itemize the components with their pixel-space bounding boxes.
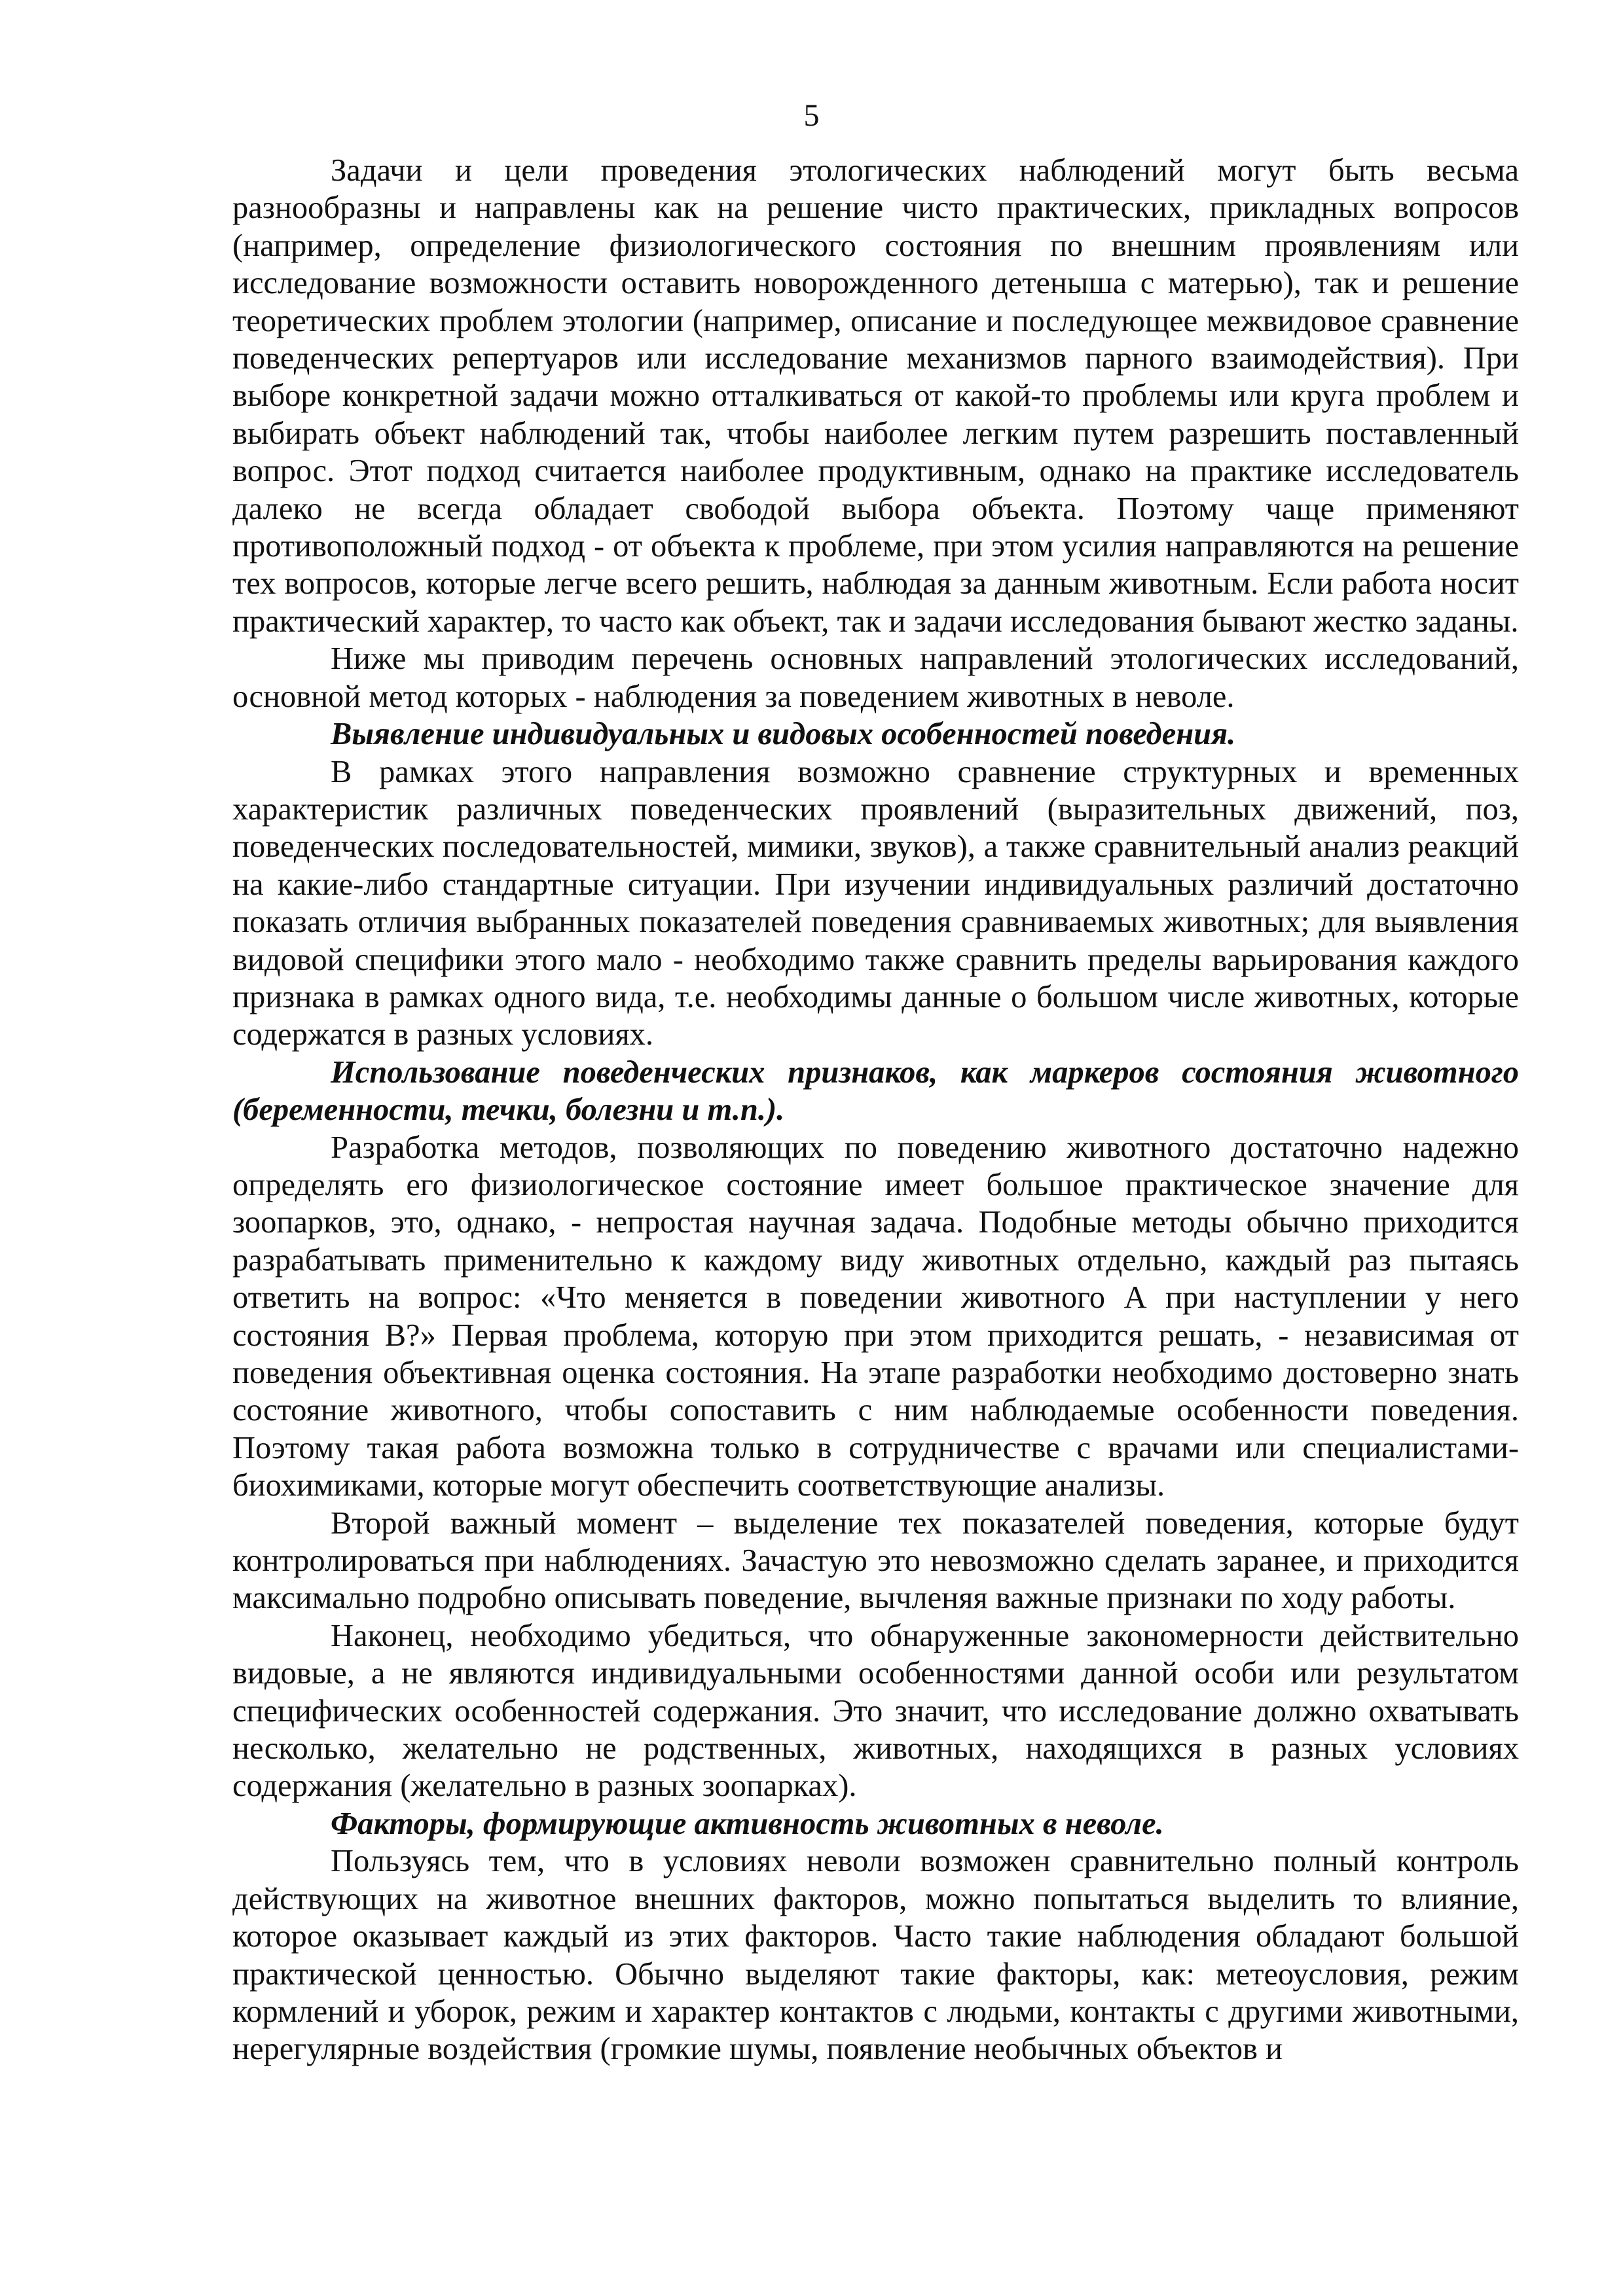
section-heading-individual-species-features: Выявление индивидуальных и видовых особенностей поведения. (331, 717, 1236, 752)
paragraph-tasks-and-goals: Задачи и цели проведения этологических наблюдений могут быть весьма разнообразны и направлены как на решение чисто практических, прикладных вопросов (например, определение физиологического состояния по внешним проявлениям или исследование возможности оставить новорожденного детеныша с матерью), так и решение теоретических проблем этологии (например, описание и последующее межвидовое сравнение поведенческих репертуаров или исследование механизмов парного взаимодействия). При выборе конкретной задачи можно отталкиваться от какой-то проблемы или круга проблем и выбирать объект наблюдений так, чтобы наиболее легким путем разрешить поставленный вопрос. Этот подход считается наиболее продуктивным, однако на практике исследователь далеко не всегда обладает свободой выбора объекта. Поэтому чаще применяют противоположный подход - от объекта к проблеме, при этом усилия направляются на решение тех вопросов, которые легче всего решить, наблюдая за данным животным. Если работа носит практический характер, то часто как объект, так и задачи исследования бывают жестко заданы. (232, 153, 1519, 639)
body-text (232, 152, 1519, 2068)
section-heading-behavior-markers: Использование поведенческих признаков, как маркеров состояния животного (беременности, течки, болезни и т.п.). (232, 1054, 1519, 1128)
paragraph-second-point: Второй важный момент – выделение тех показателей поведения, которые будут контролироваться при наблюдениях. Зачастую это невозможно сделать заранее, и приходится максимально подробно описывать поведение, вычленяя важные признаки по ходу работы. (232, 1505, 1519, 1616)
paragraph-individual-species-features: В рамках этого направления возможно сравнение структурных и временных характеристик различных поведенческих проявлений (выразительных движений, поз, поведенческих последовательностей, мимики, звуков), а также сравнительный анализ реакций на какие-либо стандартные ситуации. При изучении индивидуальных различий достаточно показать отличия выбранных показателей поведения сравниваемых животных; для выявления видовой специфики этого мало - необходимо также сравнить пределы варьирования каждого признака в рамках одного вида, т.е. необходимы данные о большом числе животных, которые содержатся в разных условиях. (232, 754, 1519, 1052)
paragraph-methods-development: Разработка методов, позволяющих по поведению животного достаточно надежно определять его физиологическое состояние имеет большое практическое значение для зоопарков, это, однако, - непростая научная задача. Подобные методы обычно приходится разрабатывать применительно к каждому виду животных отдельно, каждый раз пытаясь ответить на вопрос: «Что меняется в поведении животного А при наступлении у него состояния В?» Первая проблема, которую при этом приходится решать, - независимая от поведения объективная оценка состояния. На этапе разработки необходимо достоверно знать состояние животного, чтобы сопоставить с ним наблюдаемые особенности поведения. Поэтому такая работа возможна только в сотрудничестве с врачами или специалистами-биохимиками, которые могут обеспечить соответствующие анализы. (232, 1130, 1519, 1503)
paragraph-directions-list-intro: Ниже мы приводим перечень основных направлений этологических исследований, основной метод которых - наблюдения за поведением животных в неволе. (232, 641, 1519, 714)
section-heading-activity-factors: Факторы, формирующие активность животных в неволе. (331, 1806, 1164, 1841)
page-number: 5 (803, 98, 820, 133)
paragraph-finally: Наконец, необходимо убедиться, что обнаруженные закономерности действительно видовые, а не являются индивидуальными особенностями данной особи или результатом специфических особенностей содержания. Это значит, что исследование должно охватывать несколько, желательно не родственных, животных, находящихся в разных условиях содержания (желательно в разных зоопарках). (232, 1618, 1519, 1804)
paragraph-activity-factors: Пользуясь тем, что в условиях неволи возможен сравнительно полный контроль действующих на животное внешних факторов, можно попытаться выделить то влияние, которое оказывает каждый из этих факторов. Часто такие наблюдения обладают большой практической ценностью. Обычно выделяют такие факторы, как: метеоусловия, режим кормлений и уборок, режим и характер контактов с людьми, контакты с другими животными, нерегулярные воздействия (громкие шумы, появление необычных объектов и (232, 1844, 1519, 2067)
